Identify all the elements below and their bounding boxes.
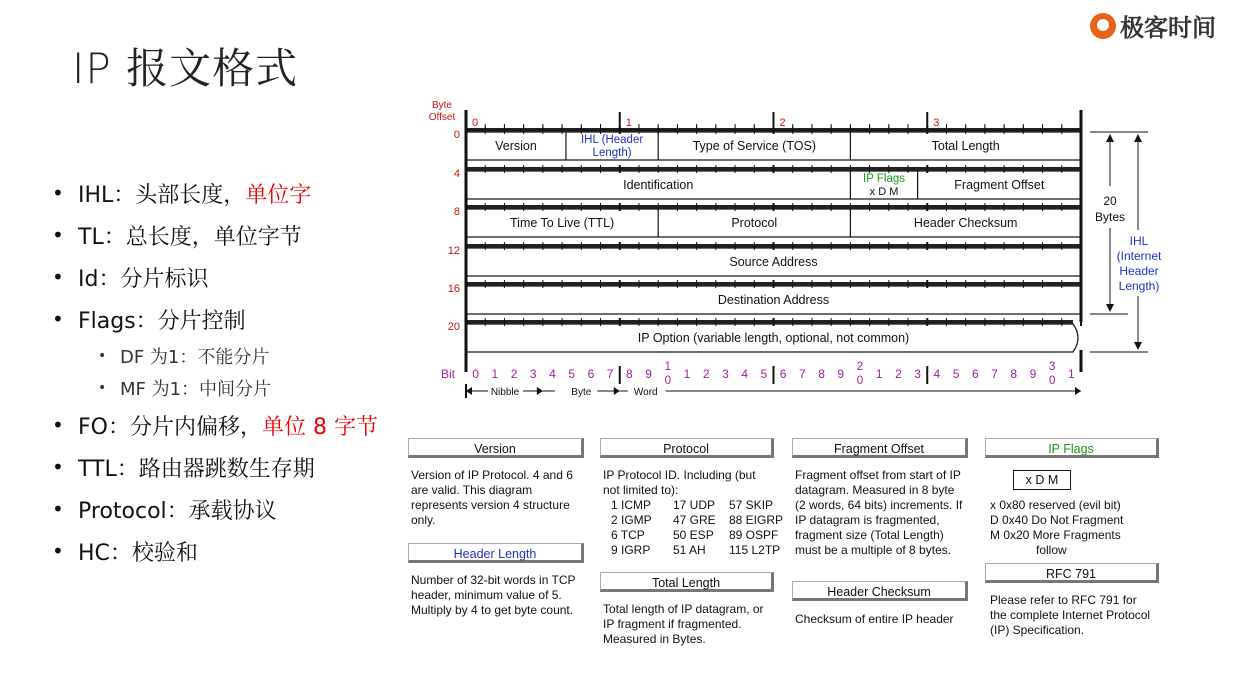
row-offset-label: 20 (447, 321, 460, 333)
bit-number: 1 (683, 367, 691, 381)
protocol-cell: 47 GRE (673, 513, 716, 527)
bit-number: 6 (971, 367, 979, 381)
ihl-side-label: Length) (1118, 279, 1160, 293)
nibble-label: Nibble (490, 387, 520, 398)
bit-number: 5 (760, 367, 768, 381)
protocol-cell: 88 EIGRP (729, 513, 784, 527)
arrowhead (537, 387, 543, 395)
bit-number: 7 (606, 367, 614, 381)
field-source-address: Source Address (729, 255, 818, 269)
bit-number: 6 (779, 367, 787, 381)
bytes-label: Bytes (1094, 210, 1126, 224)
field-ihl: IHL (Header (580, 134, 644, 146)
word-label: Word (633, 387, 658, 398)
legend-total-length-body: Total length of IP datagram, or IP fragment if fragmented. Measured in Bytes. (603, 602, 764, 646)
bit-number: 9 (837, 367, 845, 381)
bit-number: 5 (568, 367, 576, 381)
field-ihl-2: Length) (592, 147, 632, 159)
legend-version-head: Version (408, 438, 584, 458)
field-fragment-offset: Fragment Offset (954, 178, 1045, 192)
legend-fragment-offset-head: Fragment Offset (792, 438, 968, 458)
arrowhead (1134, 342, 1142, 350)
bit-number: 2 (895, 367, 902, 381)
field-total-length: Total Length (931, 139, 1000, 153)
bit-number: 4 (549, 367, 556, 381)
arrowhead (1106, 304, 1114, 312)
row-offset-label: 4 (453, 168, 460, 180)
bit-number: 8 (1010, 367, 1018, 381)
flag-m-line: M 0x20 More Fragments (990, 528, 1121, 542)
bit-number: 6 (587, 367, 595, 381)
protocol-cell: 1 ICMP (611, 498, 652, 512)
bit-number: 7 (991, 367, 998, 381)
bit-number: 2 (702, 367, 710, 381)
sub-bullet-mf: • MF 为1：中间分片 (98, 379, 272, 400)
legend-version-body: Version of IP Protocol. 4 and 6 are valid. This diagram represents version 4 structure only. (411, 468, 573, 527)
protocol-cell: 6 TCP (611, 528, 645, 542)
field-ttl: Time To Live (TTL) (510, 216, 615, 230)
row-offset-label: 16 (447, 283, 460, 295)
bit-number: 0 (1048, 375, 1056, 387)
bullet-ttl: • TTL：路由器跳数生存期 (52, 455, 315, 482)
protocol-table (603, 498, 784, 558)
row-tick-bar (466, 320, 1073, 324)
bit-number: 8 (626, 367, 633, 381)
legend-protocol-body (603, 468, 784, 558)
ihl-side-label: IHL (1129, 234, 1149, 248)
legend-total-length-head: Total Length (600, 572, 774, 592)
bit-number: 4 (741, 367, 749, 381)
protocol-cell: 2 IGMP (611, 513, 652, 527)
byte-number: 3 (933, 117, 940, 129)
bit-number: 8 (818, 367, 825, 381)
bit-number: 9 (1029, 367, 1037, 381)
byte-offset-label-1: Byte (431, 100, 453, 111)
byte-number: 0 (472, 117, 479, 129)
bullet-protocol: • Protocol：承载协议 (52, 497, 277, 524)
bit-number: 5 (952, 367, 960, 381)
arrowhead (1106, 134, 1114, 142)
legend-xdm-box: x D M (1013, 470, 1071, 490)
bit-number: 7 (798, 367, 806, 381)
bullet-id: • Id：分片标识 (52, 265, 209, 292)
arrowhead (614, 387, 620, 395)
bit-number: 3 (529, 367, 537, 381)
bullet-tl: • TL：总长度，单位字节 (52, 223, 302, 250)
page-title: IP 报文格式 (72, 44, 299, 93)
bit-number: 0 (856, 375, 864, 387)
flag-m-line-cont: follow (1036, 543, 1067, 557)
legend-ip-flags-body (990, 498, 1160, 558)
bit-number: 1 (491, 367, 499, 381)
bullet-hc: • HC：校验和 (52, 539, 198, 566)
sub-bullet-df: • DF 为1：不能分片 (98, 347, 270, 368)
row-offset-label: 8 (453, 206, 460, 218)
bit-number: 9 (645, 367, 652, 381)
field-ip-option: IP Option (variable length, optional, not common) (637, 331, 910, 345)
legend-header-length-head: Header Length (408, 543, 584, 563)
field-tos: Type of Service (TOS) (692, 139, 816, 153)
protocol-cell: 9 IGRP (611, 543, 651, 557)
field-ip-flags: IP Flags (863, 173, 905, 185)
protocol-cell: 51 AH (673, 543, 706, 557)
bit-number: 0 (472, 367, 479, 381)
protocol-cell: 50 ESP (673, 528, 714, 542)
legend-ip-flags-head: IP Flags (985, 438, 1159, 458)
ihl-side-label: (Internet (1116, 249, 1162, 263)
bit-label: Bit (440, 367, 456, 381)
byte-label: Byte (571, 387, 592, 398)
byte-number: 2 (779, 117, 786, 129)
bit-number: 3 (722, 367, 729, 381)
legend-header-checksum-body: Checksum of entire IP header (795, 612, 954, 626)
bit-number: 3 (1048, 361, 1056, 373)
field-protocol: Protocol (731, 216, 778, 230)
legend-rfc-body: Please refer to RFC 791 for the complete Internet Protocol (IP) Specification. (990, 593, 1151, 637)
legend-protocol-head: Protocol (600, 438, 774, 458)
bytes-20: 20 (1103, 194, 1117, 208)
bit-number: 1 (664, 361, 671, 373)
protocol-cell: 115 L2TP (729, 543, 781, 557)
legend-header-checksum-head: Header Checksum (792, 581, 968, 601)
field-identification: Identification (623, 178, 694, 192)
bit-number: 0 (664, 375, 671, 387)
bullet-fo: • FO：分片内偏移， 单位 8 字节 (52, 413, 378, 440)
ihl-side-label: Header (1119, 264, 1159, 278)
legend-fragment-offset-body: Fragment offset from start of IP datagram. Measured in 8 byte (2 words, 64 bits) increments. If IP datagram is fragmented, fragment size (Total Length) must be a multiple of 8 bytes. (795, 468, 963, 557)
protocol-cell: 17 UDP (673, 498, 716, 512)
protocol-desc: IP Protocol ID. Including (but not limited to): (603, 468, 756, 497)
arrowhead (1134, 134, 1142, 142)
flag-d-line: D 0x40 Do Not Fragment (990, 513, 1124, 527)
legend-rfc-head: RFC 791 (985, 563, 1159, 583)
field-destination-address: Destination Address (717, 293, 830, 307)
field-header-checksum: Header Checksum (913, 216, 1018, 230)
bullet-flags: • Flags：分片控制 (52, 307, 246, 334)
bit-number: 1 (875, 367, 883, 381)
diagram-grid (466, 110, 1148, 398)
flag-x-line: x 0x80 reserved (evil bit) (990, 498, 1121, 512)
bullet-ihl: • IHL：头部长度， 单位字 (52, 181, 312, 208)
legend-header-length-body: Number of 32-bit words in TCP header, minimum value of 5. Multiply by 4 to get byte count. (411, 573, 576, 617)
row-offset-label: 12 (447, 245, 460, 257)
bit-number: 1 (1068, 367, 1075, 381)
field-version: Version (495, 139, 537, 153)
byte-offset-label-2: Offset (428, 112, 456, 123)
logo-text: 极客时间 (1120, 14, 1216, 42)
bit-number: 3 (914, 367, 921, 381)
protocol-cell: 89 OSPF (729, 528, 779, 542)
protocol-cell: 57 SKIP (729, 498, 774, 512)
bit-number: 2 (856, 361, 864, 373)
byte-number: 1 (625, 117, 632, 129)
bit-number: 4 (933, 367, 941, 381)
field-flags-xdm: x D M (869, 186, 899, 198)
bit-number: 2 (510, 367, 518, 381)
arrowhead (1075, 387, 1081, 395)
row-offset-label: 0 (453, 129, 460, 141)
